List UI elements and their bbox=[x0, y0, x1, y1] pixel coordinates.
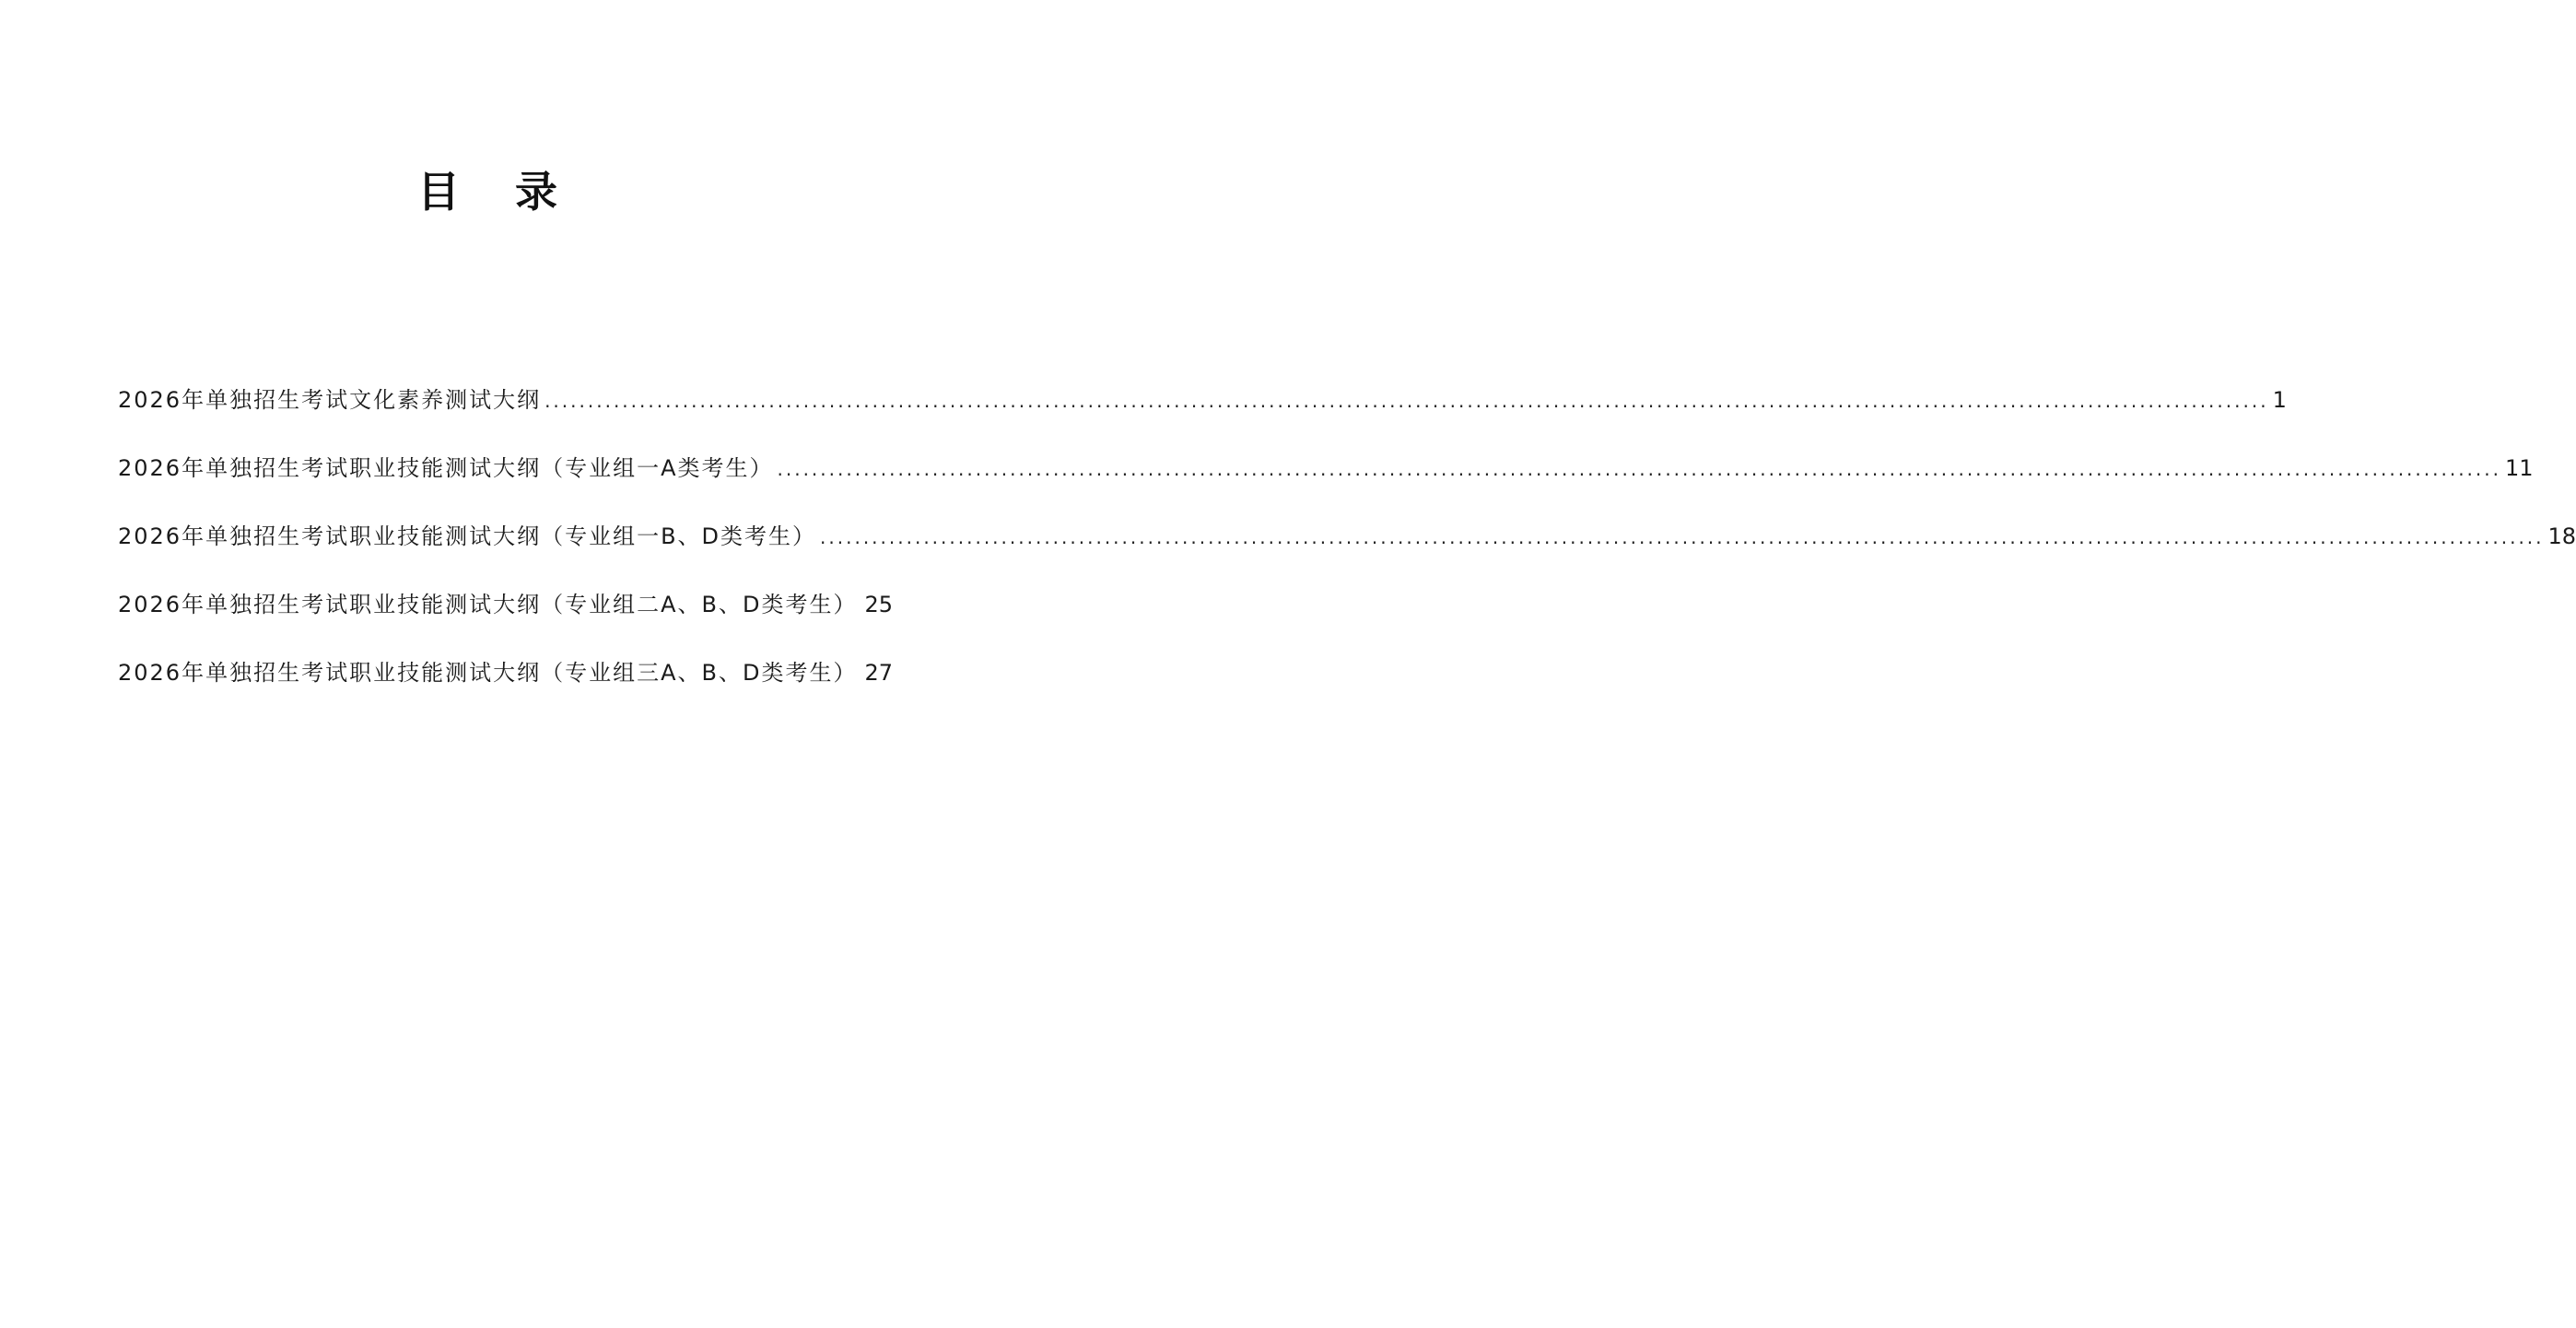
toc-dot-leader: ........................................................................................................................................................................................................ bbox=[777, 458, 2501, 480]
toc-entry-text: 2026年单独招生考试职业技能测试大纲（专业组一A类考生） bbox=[118, 455, 774, 481]
toc-entry[interactable] bbox=[118, 652, 893, 721]
toc-entry-text: 2026年单独招生考试职业技能测试大纲（专业组三A、B、D类考生） bbox=[118, 660, 858, 686]
toc-page-number: 1 bbox=[2272, 387, 2287, 413]
toc-entry[interactable] bbox=[118, 448, 2534, 516]
toc-page-number: 27 bbox=[864, 660, 893, 686]
toc-dot-leader: ........................................................................................................................................................................................................ bbox=[820, 526, 2545, 548]
toc-entry-text: 2026年单独招生考试职业技能测试大纲（专业组一B、D类考生） bbox=[118, 523, 817, 549]
toc-entry[interactable] bbox=[118, 584, 893, 652]
toc-page-number: 18 bbox=[2547, 523, 2576, 549]
toc-list bbox=[118, 380, 2576, 721]
toc-entry-text: 2026年单独招生考试职业技能测试大纲（专业组二A、B、D类考生） bbox=[118, 592, 858, 617]
toc-dot-leader: ........................................................................................................................................................................................................ bbox=[544, 390, 2269, 412]
toc-page-number: 11 bbox=[2504, 455, 2534, 481]
toc-entry[interactable] bbox=[118, 516, 2576, 584]
toc-title: 目 录 bbox=[416, 167, 578, 217]
toc-page-number: 25 bbox=[864, 592, 893, 617]
toc-entry[interactable] bbox=[118, 380, 2287, 448]
toc-entry-text: 2026年单独招生考试文化素养测试大纲 bbox=[118, 387, 542, 413]
